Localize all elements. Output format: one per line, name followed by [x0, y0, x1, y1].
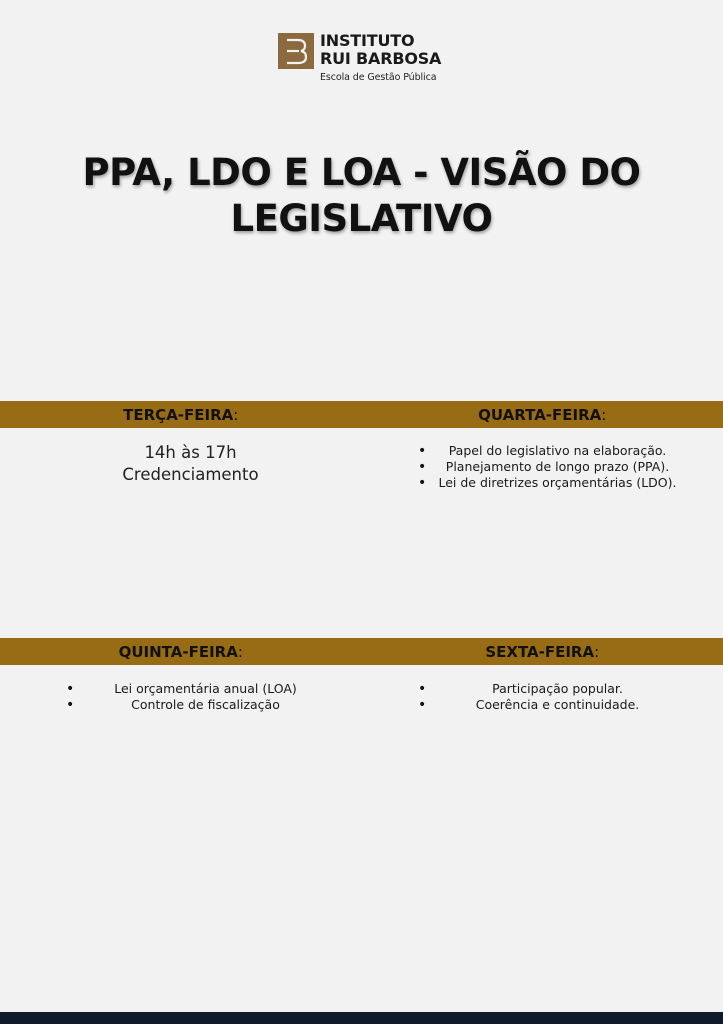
logo-text [320, 33, 441, 83]
day-label-colon: : [233, 405, 239, 424]
friday-content [362, 681, 723, 713]
list-item: • Lei orçamentária anual (LOA) [10, 681, 371, 697]
list-item: • Planejamento de longo prazo (PPA). [362, 459, 723, 475]
logo-subtitle: Escola de Gestão Pública [320, 72, 437, 83]
tuesday-activity: Credenciamento [122, 465, 259, 484]
day-label-thursday: QUINTA-FEIRA [118, 642, 238, 661]
wednesday-topic-list [362, 443, 723, 491]
list-item: • Controle de fiscalização [10, 697, 371, 713]
logo-name-line2: RUI BARBOSA [320, 49, 442, 68]
logo-mark-icon [278, 33, 314, 69]
page-title-line1: PPA, LDO E LOA - VISÃO DO [82, 151, 641, 194]
day-label-colon: : [594, 642, 600, 661]
day-header-thursday [0, 638, 362, 665]
wednesday-content [362, 443, 723, 491]
day-label-colon: : [237, 642, 243, 661]
list-item: • Coerência e continuidade. [362, 697, 723, 713]
day-header-tuesday [0, 401, 362, 428]
list-item: • Participação popular. [362, 681, 723, 697]
list-item: • Lei de diretrizes orçamentárias (LDO). [362, 475, 723, 491]
page-title-line2: LEGISLATIVO [230, 197, 493, 240]
day-label-friday: SEXTA-FEIRA [485, 642, 595, 661]
page-title [0, 150, 723, 242]
day-label-wednesday: QUARTA-FEIRA [478, 405, 602, 424]
footer-bar [0, 1012, 723, 1024]
tuesday-content [10, 442, 371, 486]
day-label-colon: : [601, 405, 607, 424]
list-item: • Papel do legislativo na elaboração. [362, 443, 723, 459]
day-header-band-2 [0, 638, 723, 665]
thursday-topic-list [10, 681, 371, 713]
thursday-content [10, 681, 371, 713]
day-header-friday [362, 638, 723, 665]
day-header-wednesday [362, 401, 723, 428]
logo-b-icon [281, 36, 311, 66]
friday-topic-list [362, 681, 723, 713]
logo-name-line1: INSTITUTO [320, 31, 415, 50]
day-header-band-1 [0, 401, 723, 428]
tuesday-time: 14h às 17h [144, 443, 237, 462]
institute-logo [278, 33, 441, 83]
day-label-tuesday: TERÇA-FEIRA [123, 405, 234, 424]
